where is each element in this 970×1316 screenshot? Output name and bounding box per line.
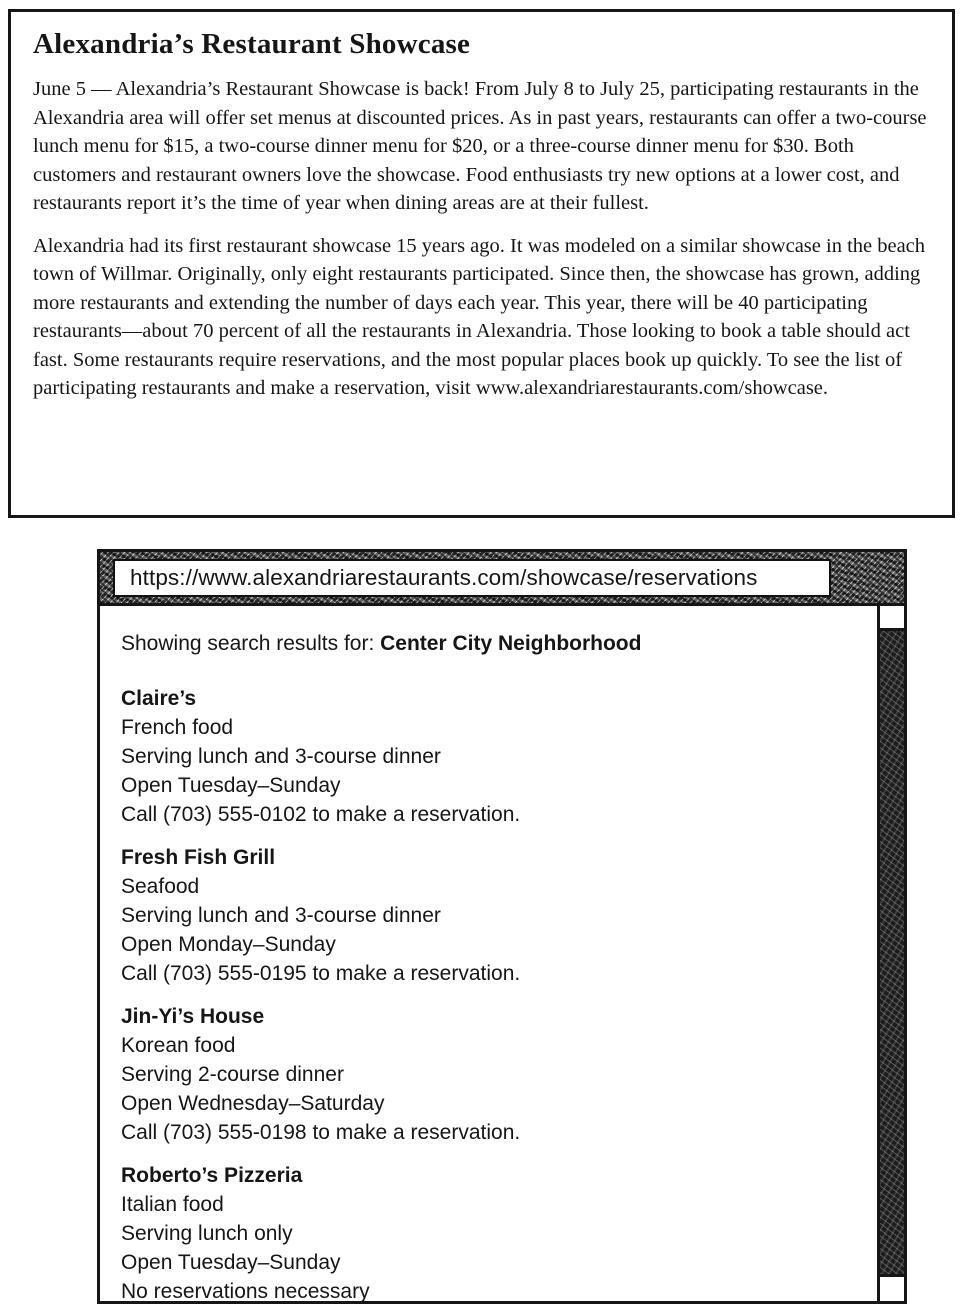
restaurant-serving: Serving lunch only — [121, 1222, 293, 1245]
restaurant-reservation-info: Call (703) 555-0198 to make a reservation. — [121, 1121, 521, 1144]
scrollbar-bottom-button[interactable] — [880, 1274, 904, 1301]
restaurant-serving: Serving lunch and 3-course dinner — [121, 904, 441, 927]
article-title: Alexandria’s Restaurant Showcase — [33, 28, 471, 60]
search-results-query: Center City Neighborhood — [380, 632, 642, 655]
restaurant-listing-fresh-fish-grill — [121, 843, 869, 988]
restaurant-reservation-info: No reservations necessary — [121, 1280, 370, 1303]
search-results-line — [121, 629, 869, 658]
restaurant-listing-jin-yis-house — [121, 1002, 869, 1147]
restaurant-listing-robertos-pizzeria — [121, 1161, 869, 1306]
restaurant-cuisine: Korean food — [121, 1034, 236, 1057]
search-results-label: Showing search results for: — [121, 632, 381, 655]
restaurant-serving: Serving 2-course dinner — [121, 1063, 344, 1086]
restaurant-cuisine: French food — [121, 716, 234, 739]
article-paragraph-2: Alexandria had its first restaurant showcase 15 years ago. It was modeled on a similar showcase in the beach town of Willmar. Originally, only eight restaurants participated. Since then, the showcase has grown, adding more restaurants and extending the number of days each year. This year, there will be 40 participating restaurants—about 70 percent of all the restaurants in Alexandria. Those looking to book a table should act fast. Some restaurants require reservations, and the most popular places book up quickly. To see the list of participating restaurants and make a reservation, visit www.alexandriarestaurants.com/showcase. — [33, 234, 926, 399]
restaurant-cuisine: Seafood — [121, 875, 200, 898]
restaurant-cuisine: Italian food — [121, 1193, 224, 1216]
restaurant-open-days: Open Wednesday–Saturday — [121, 1092, 385, 1115]
scrollbar-thumb[interactable] — [880, 606, 904, 631]
url-text: https://www.alexandriarestaurants.com/showcase/reservations — [130, 564, 758, 590]
restaurant-name: Claire’s — [121, 687, 197, 710]
scrollbar[interactable] — [877, 606, 904, 1301]
url-input[interactable] — [113, 559, 831, 597]
browser-window — [97, 549, 907, 1304]
restaurant-name: Fresh Fish Grill — [121, 846, 276, 869]
restaurant-open-days: Open Tuesday–Sunday — [121, 774, 341, 797]
restaurant-open-days: Open Monday–Sunday — [121, 933, 336, 956]
restaurant-serving: Serving lunch and 3-course dinner — [121, 745, 441, 768]
browser-content-area — [100, 606, 904, 1301]
restaurant-listing-claires — [121, 684, 869, 829]
restaurant-reservation-info: Call (703) 555-0195 to make a reservation. — [121, 962, 521, 985]
restaurant-name: Roberto’s Pizzeria — [121, 1164, 303, 1187]
scrollbar-track[interactable] — [880, 631, 904, 1274]
restaurant-open-days: Open Tuesday–Sunday — [121, 1251, 341, 1274]
article-paragraph-1: June 5 — Alexandria’s Restaurant Showcase is back! From July 8 to July 25, participating restaurants in the Alexandria area will offer set menus at discounted prices. As in past years, restaurants can offer a two-course lunch menu for $15, a two-course dinner menu for $20, or a three-course dinner menu for $30. Both customers and restaurant owners love the showcase. Food enthusiasts try new options at a lower cost, and restaurants report it’s the time of year when dining areas are at their fullest. — [33, 78, 927, 214]
browser-address-bar — [100, 552, 904, 606]
restaurant-name: Jin-Yi’s House — [121, 1005, 265, 1028]
restaurant-reservation-info: Call (703) 555-0102 to make a reservation. — [121, 803, 521, 826]
search-results-panel — [100, 606, 877, 1301]
article-box — [8, 9, 955, 518]
